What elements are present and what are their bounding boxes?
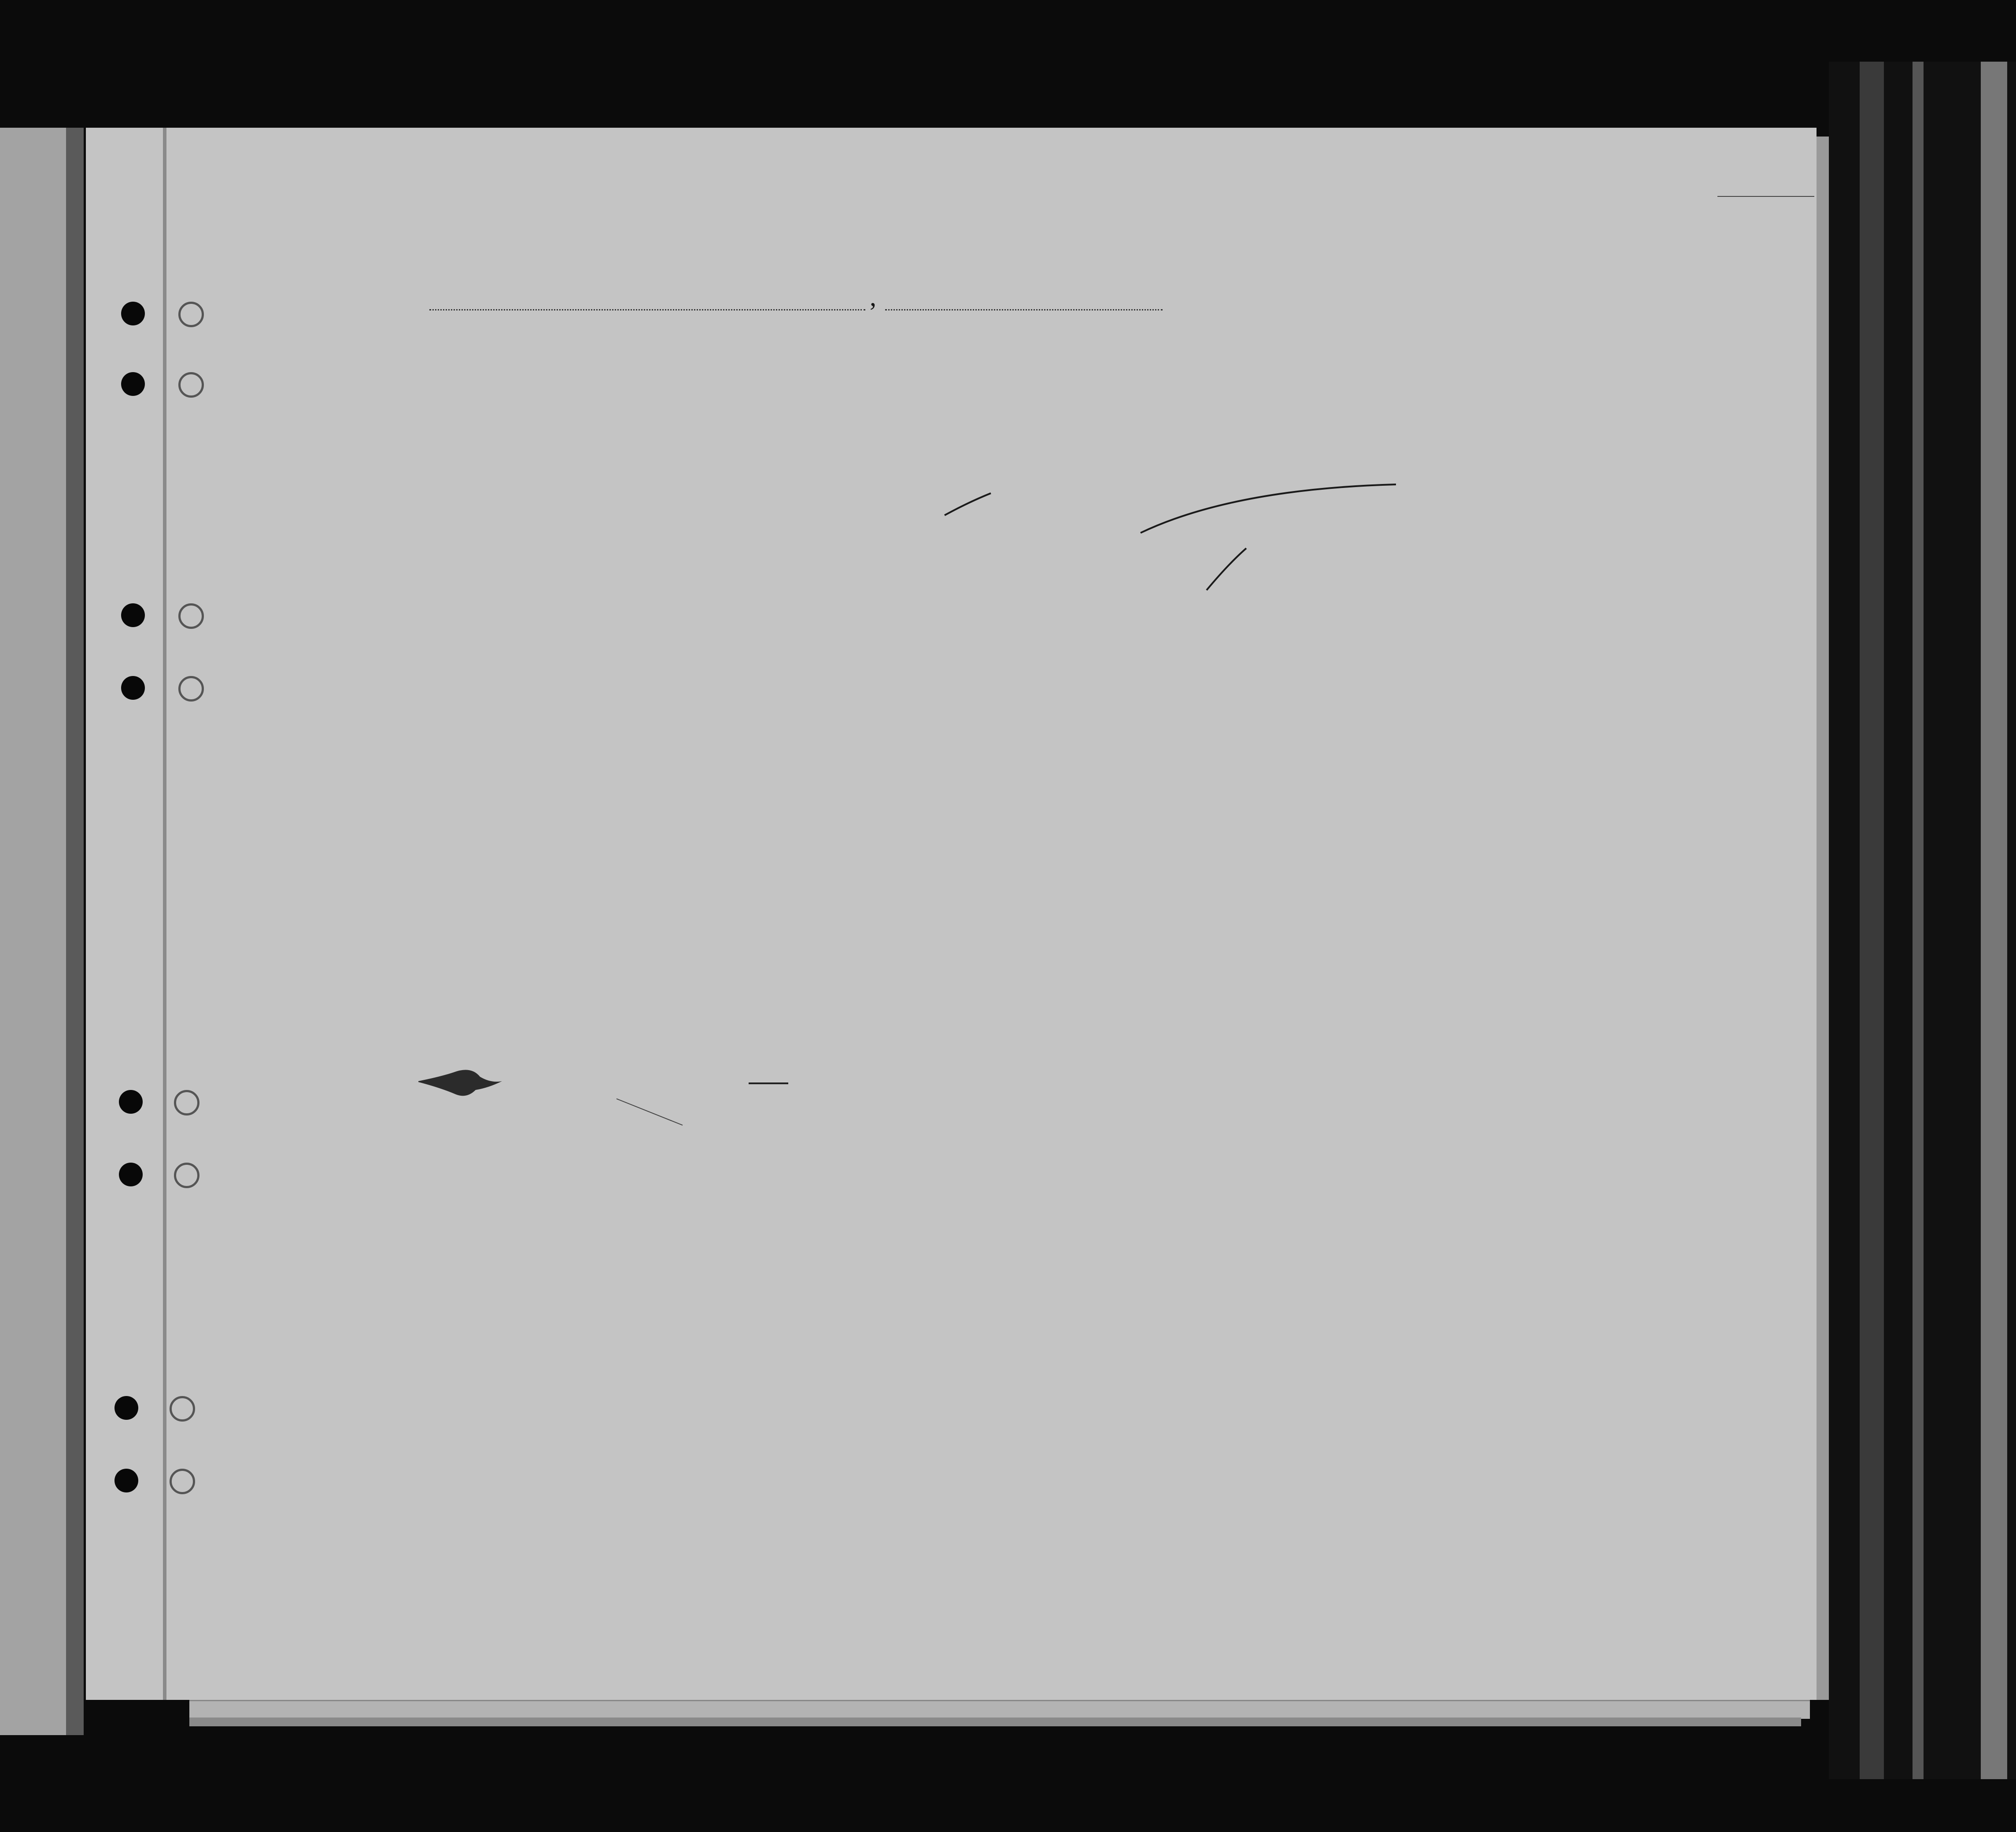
ink-blot — [414, 1064, 502, 1099]
